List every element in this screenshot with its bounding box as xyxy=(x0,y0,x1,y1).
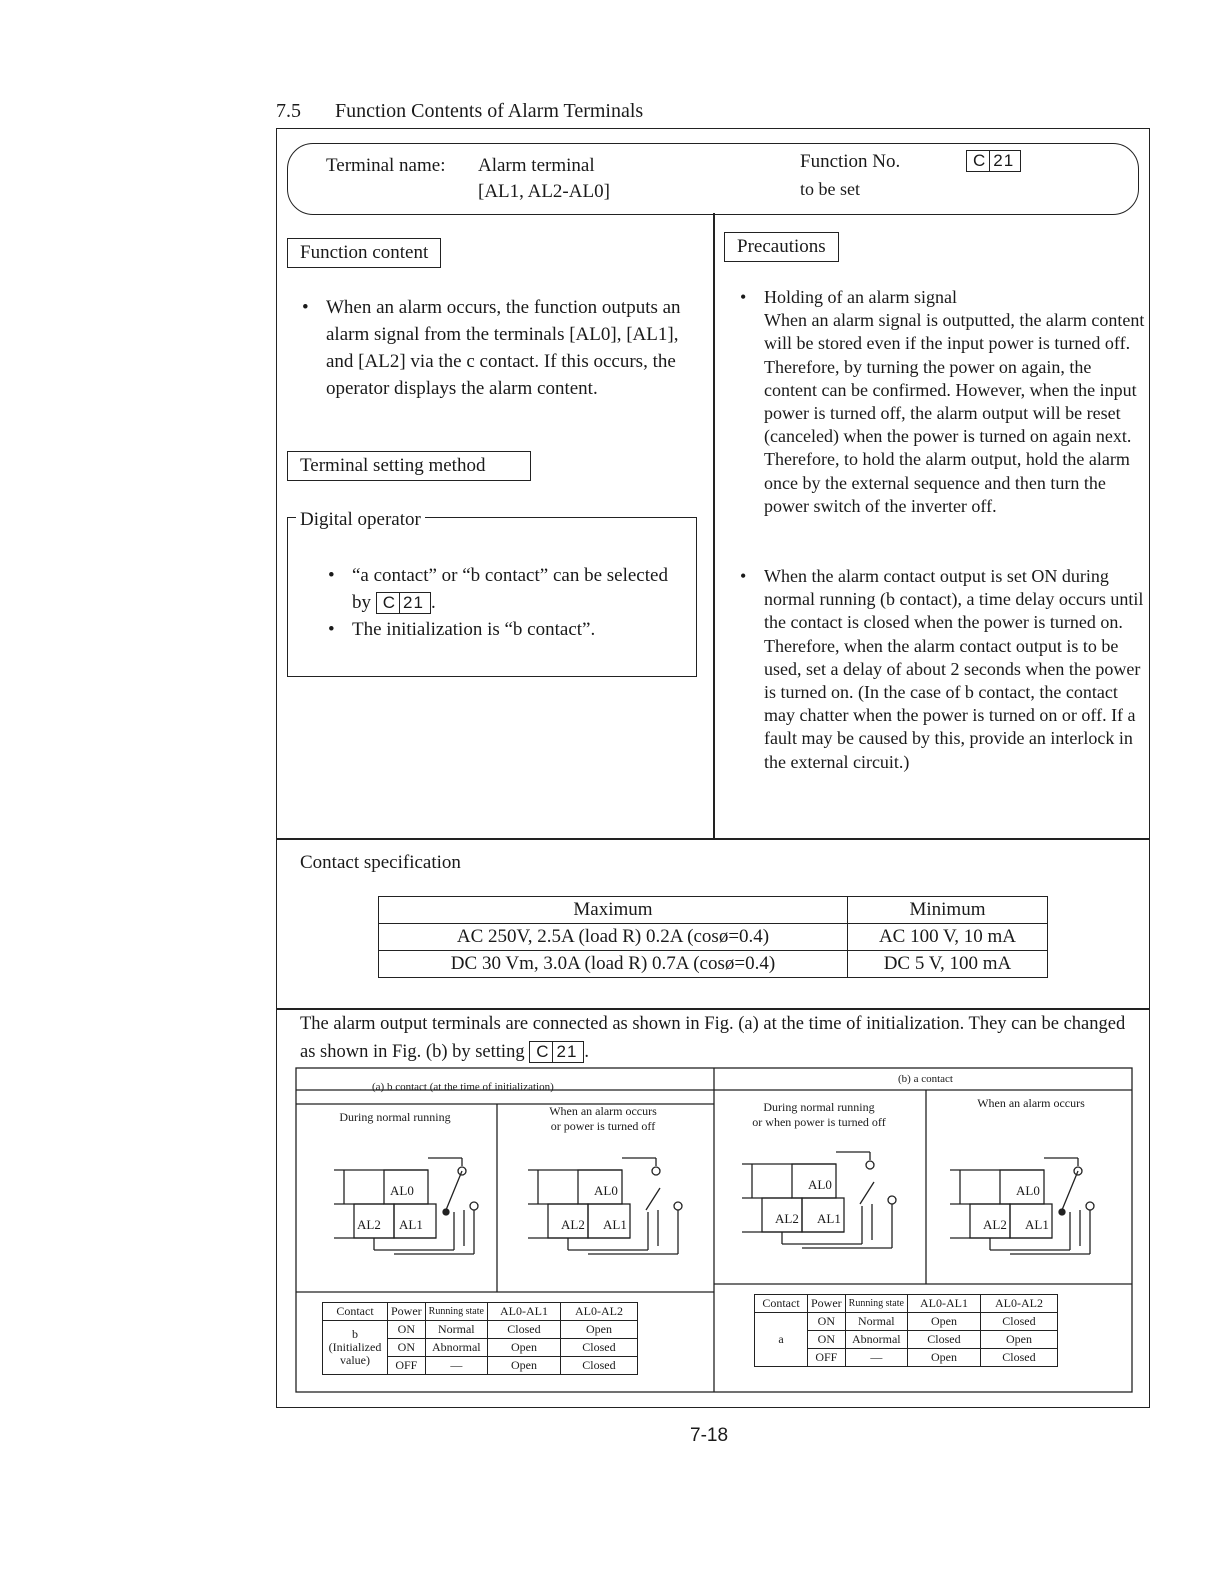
cell: Abnormal xyxy=(425,1339,487,1357)
fig-a-title: (a) b contact (at the time of initialization) xyxy=(372,1081,554,1093)
cell: Normal xyxy=(425,1321,487,1339)
th-al0-al1: AL0-AL1 xyxy=(907,1295,980,1313)
spec-header-max: Maximum xyxy=(379,897,848,924)
label-al1: AL1 xyxy=(399,1217,423,1232)
label-al0: AL0 xyxy=(808,1177,832,1192)
cell: Closed xyxy=(907,1331,980,1349)
cell: Closed xyxy=(487,1321,560,1339)
function-code-letter: C xyxy=(973,151,987,170)
cell: Open xyxy=(560,1321,637,1339)
spec-cell: DC 5 V, 100 mA xyxy=(848,951,1048,978)
setting-code-letter: C xyxy=(382,593,397,612)
label-al2: AL2 xyxy=(983,1217,1007,1232)
bullet: • xyxy=(302,297,309,318)
cell: Open xyxy=(487,1357,560,1375)
contact-b-sub: (Initialized value) xyxy=(328,1340,382,1367)
connection-text-end: . xyxy=(584,1042,590,1062)
precaution-item-2-text: When the alarm contact output is set ON during normal running (b contact), a time delay occurs until the contact is closed when the power is turned on. Therefore, when the alarm contact output is to be used, set a delay of about 2 seconds when the power is turned on. (In the case of b contact, the contact may chatter when the power is turned on or off. If a fault may be caused by this, provide an interlock in the external circuit.) xyxy=(764,566,1144,772)
cell: ON xyxy=(388,1321,426,1339)
fig-b-case1 xyxy=(716,1100,922,1130)
cell: Open xyxy=(980,1331,1057,1349)
function-no-sub: to be set xyxy=(800,179,860,199)
label-al1: AL1 xyxy=(817,1211,841,1226)
bullet: • xyxy=(328,565,335,586)
circuit-b-normal xyxy=(742,1152,896,1248)
column-divider xyxy=(713,213,715,839)
terminal-name-label: Terminal name: xyxy=(326,155,446,176)
cell: Normal xyxy=(845,1313,907,1331)
precaution-item-1 xyxy=(740,286,1146,518)
bullet: • xyxy=(328,619,335,640)
cell: Open xyxy=(487,1339,560,1357)
setting-bullet-1-end: . xyxy=(430,592,436,613)
th-power: Power xyxy=(808,1295,846,1313)
circuit-a-normal xyxy=(334,1158,478,1254)
cell: Closed xyxy=(560,1357,637,1375)
th-contact: Contact xyxy=(323,1303,388,1321)
th-al0-al2: AL0-AL2 xyxy=(980,1295,1057,1313)
section-number: 7.5 xyxy=(276,100,301,122)
cell: ON xyxy=(388,1339,426,1357)
contact-b: b xyxy=(352,1327,358,1341)
function-content-label: Function content xyxy=(287,238,441,268)
spec-cell: DC 30 Vm, 3.0A (load R) 0.7A (cosø=0.4) xyxy=(379,951,848,978)
fig-a-case2-line2: or power is turned off xyxy=(550,1119,656,1133)
contact-spec-title: Contact specification xyxy=(300,852,461,873)
table-a xyxy=(322,1302,638,1375)
connection-code-letter: C xyxy=(536,1042,550,1061)
label-al0: AL0 xyxy=(594,1183,618,1198)
setting-bullet-2 xyxy=(328,616,682,643)
page-number: 7-18 xyxy=(690,1425,729,1446)
fig-b-case1-line1: During normal running xyxy=(763,1100,875,1114)
function-no-label: Function No. xyxy=(800,151,901,172)
contact-b-cell xyxy=(323,1321,388,1375)
connection-text xyxy=(300,1010,1145,1066)
cell: Open xyxy=(907,1313,980,1331)
precaution-item-1-text: When an alarm signal is outputted, the alarm content will be stored even if the input power is turned off. Therefore, by turning the power on again, the content can be confirmed. However, when the input power is turned off, the alarm output will be reset (canceled) when the power is turned on again next. Therefore, to hold the alarm output, hold the alarm once by the external sequence and then turn the power switch of the inverter off. xyxy=(764,310,1145,516)
th-running: Running state xyxy=(425,1303,487,1321)
bullet: • xyxy=(740,566,747,586)
label-al2: AL2 xyxy=(775,1211,799,1226)
function-code-number: 21 xyxy=(989,151,1017,171)
cell: — xyxy=(425,1357,487,1375)
fig-b-case1-line2: or when power is turned off xyxy=(752,1115,886,1129)
label-al1: AL1 xyxy=(1025,1217,1049,1232)
fig-b-case2: When an alarm occurs xyxy=(977,1096,1085,1110)
setting-bullet-1 xyxy=(328,562,672,616)
th-al0-al2: AL0-AL2 xyxy=(560,1303,637,1321)
table-b xyxy=(754,1294,1058,1367)
precaution-item-2 xyxy=(740,565,1146,774)
connection-code-number: 21 xyxy=(552,1042,580,1062)
label-al2: AL2 xyxy=(357,1217,381,1232)
function-code-key xyxy=(966,150,1021,172)
section-title: Function Contents of Alarm Terminals xyxy=(335,100,644,122)
th-power: Power xyxy=(388,1303,426,1321)
setting-bullet-2-text: The initialization is “b contact”. xyxy=(352,619,596,640)
connection-text-body: The alarm output terminals are connected as shown in Fig. (a) at the time of initialization. They can be changed as shown in Fig. (b) by setting xyxy=(300,1014,1126,1062)
cell: — xyxy=(845,1349,907,1367)
cell: Closed xyxy=(980,1313,1057,1331)
spec-cell: AC 250V, 2.5A (load R) 0.2A (cosø=0.4) xyxy=(379,924,848,951)
fig-a-case1: During normal running xyxy=(339,1110,451,1124)
fig-a-case2-line1: When an alarm occurs xyxy=(549,1104,657,1118)
cell: ON xyxy=(808,1313,846,1331)
cell: Open xyxy=(907,1349,980,1367)
terminal-ids: [AL1, AL2-AL0] xyxy=(478,181,610,202)
cell: OFF xyxy=(808,1349,846,1367)
connection-code-key xyxy=(529,1041,584,1063)
label-al1: AL1 xyxy=(603,1217,627,1232)
contact-a: a xyxy=(755,1313,808,1367)
cell: Closed xyxy=(980,1349,1057,1367)
section-divider-1 xyxy=(276,838,1150,840)
label-al2: AL2 xyxy=(561,1217,585,1232)
section-heading xyxy=(276,100,643,123)
function-content-text xyxy=(302,294,704,402)
bullet: • xyxy=(740,287,747,307)
fig-a-case2 xyxy=(500,1104,706,1134)
precaution-item-1-title: Holding of an alarm signal xyxy=(764,287,957,307)
circuit-b-alarm xyxy=(950,1158,1094,1254)
cell: OFF xyxy=(388,1357,426,1375)
spec-cell: AC 100 V, 10 mA xyxy=(848,924,1048,951)
cell: Closed xyxy=(560,1339,637,1357)
function-content-body: When an alarm occurs, the function outputs an alarm signal from the terminals [AL0], [AL1], and [AL2] via the c contact. If this occurs, the operator displays the alarm content. xyxy=(326,297,681,399)
setting-bullet-1-text: “a contact” or “b contact” can be selected by xyxy=(352,565,668,613)
label-al0: AL0 xyxy=(390,1183,414,1198)
cell: ON xyxy=(808,1331,846,1349)
fig-b-title: (b) a contact xyxy=(898,1073,953,1085)
th-running: Running state xyxy=(845,1295,907,1313)
precautions-label: Precautions xyxy=(724,232,839,262)
terminal-name: Alarm terminal xyxy=(478,155,595,176)
digital-operator-title: Digital operator xyxy=(296,509,425,531)
spec-header-min: Minimum xyxy=(848,897,1048,924)
setting-code-key xyxy=(376,592,431,614)
th-al0-al1: AL0-AL1 xyxy=(487,1303,560,1321)
cell: Abnormal xyxy=(845,1331,907,1349)
terminal-setting-label: Terminal setting method xyxy=(287,451,531,481)
circuit-a-alarm xyxy=(528,1158,682,1254)
contact-spec-table xyxy=(378,896,1048,978)
th-contact: Contact xyxy=(755,1295,808,1313)
setting-code-number: 21 xyxy=(399,593,427,613)
label-al0: AL0 xyxy=(1016,1183,1040,1198)
